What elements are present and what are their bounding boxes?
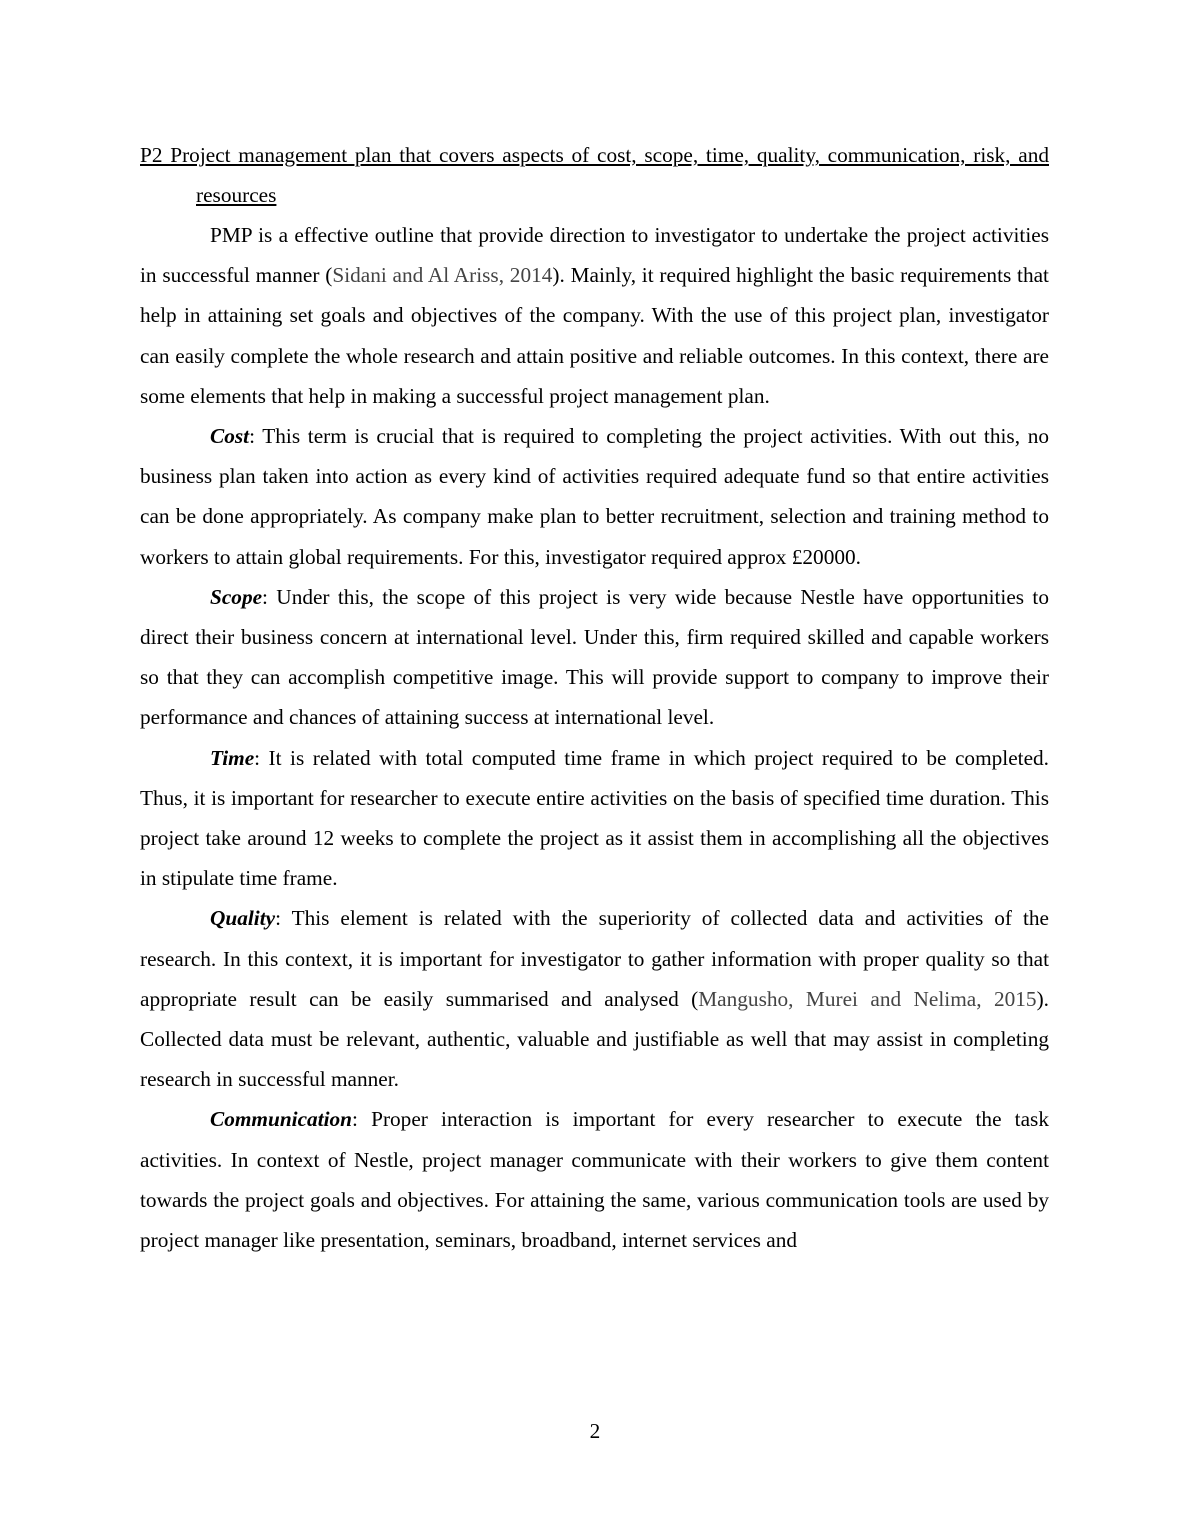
- intro-text-start: PMP is a effective outline that provide direction to investigator to undertake the project activities in successful manner (: [140, 223, 1049, 288]
- scope-term: Scope: [210, 584, 263, 609]
- quality-paragraph: [140, 898, 1049, 1099]
- quality-text-start: : This element is related with the superiority of collected data and activities of the research. In this context, it is important for investigator to gather information with proper quality so that appropriate result can be easily summarised and analysed (: [140, 906, 1049, 1011]
- page-number: 2: [589, 1419, 601, 1443]
- cost-paragraph: [140, 416, 1049, 577]
- quality-text-end: ). Collected data must be relevant, authentic, valuable and justifiable as well that may assist in completing research in successful manner.: [140, 986, 1049, 1092]
- document-page: [140, 135, 1049, 1260]
- time-paragraph: [140, 738, 1049, 899]
- time-text: : It is related with total computed time frame in which project required to be completed. Thus, it is important for researcher to execute entire activities on the basis of specified time duration. This project take around 12 weeks to complete the project as it assist them in accomplishing all the objectives in stipulate time frame.: [140, 745, 1049, 891]
- time-term: Time: [210, 745, 255, 770]
- quality-term: Quality: [210, 906, 276, 931]
- intro-text-end: ). Mainly, it required highlight the basic requirements that help in attaining set goals and objectives of the company. With the use of this project plan, investigator can easily complete the whole research and attain positive and reliable outcomes. In this context, there are some elements that help in making a successful project management plan.: [140, 263, 1049, 408]
- scope-text: : Under this, the scope of this project is very wide because Nestle have opportunities to direct their business concern at international level. Under this, firm required skilled and capable workers so that they can accomplish competitive image. This will provide support to company to improve their performance and chances of attaining success at international level.: [140, 584, 1049, 730]
- cost-term: Cost: [210, 424, 250, 449]
- communication-text: : Proper interaction is important for every researcher to execute the task activities. In context of Nestle, project manager communicate with their workers to give them content towards the project goals and objectives. For attaining the same, various communication tools are used by project manager like presentation, seminars, broadband, internet services and: [140, 1107, 1049, 1253]
- cost-text: : This term is crucial that is required to completing the project activities. With out this, no business plan taken into action as every kind of activities required adequate fund so that entire activities can be done appropriately. As company make plan to better recruitment, selection and training method to workers to attain global requirements. For this, investigator required approx £20000.: [140, 424, 1049, 569]
- communication-paragraph: [140, 1099, 1049, 1260]
- citation-mangusho: Mangusho, Murei and Nelima, 2015: [698, 986, 1037, 1011]
- scope-paragraph: [140, 577, 1049, 738]
- intro-paragraph: [140, 215, 1049, 416]
- communication-term: Communication: [210, 1107, 353, 1132]
- citation-sidani: Sidani and Al Ariss, 2014: [332, 263, 553, 288]
- section-heading: P2 Project management plan that covers aspects of cost, scope, time, quality, communication, risk, and resources: [140, 143, 1049, 207]
